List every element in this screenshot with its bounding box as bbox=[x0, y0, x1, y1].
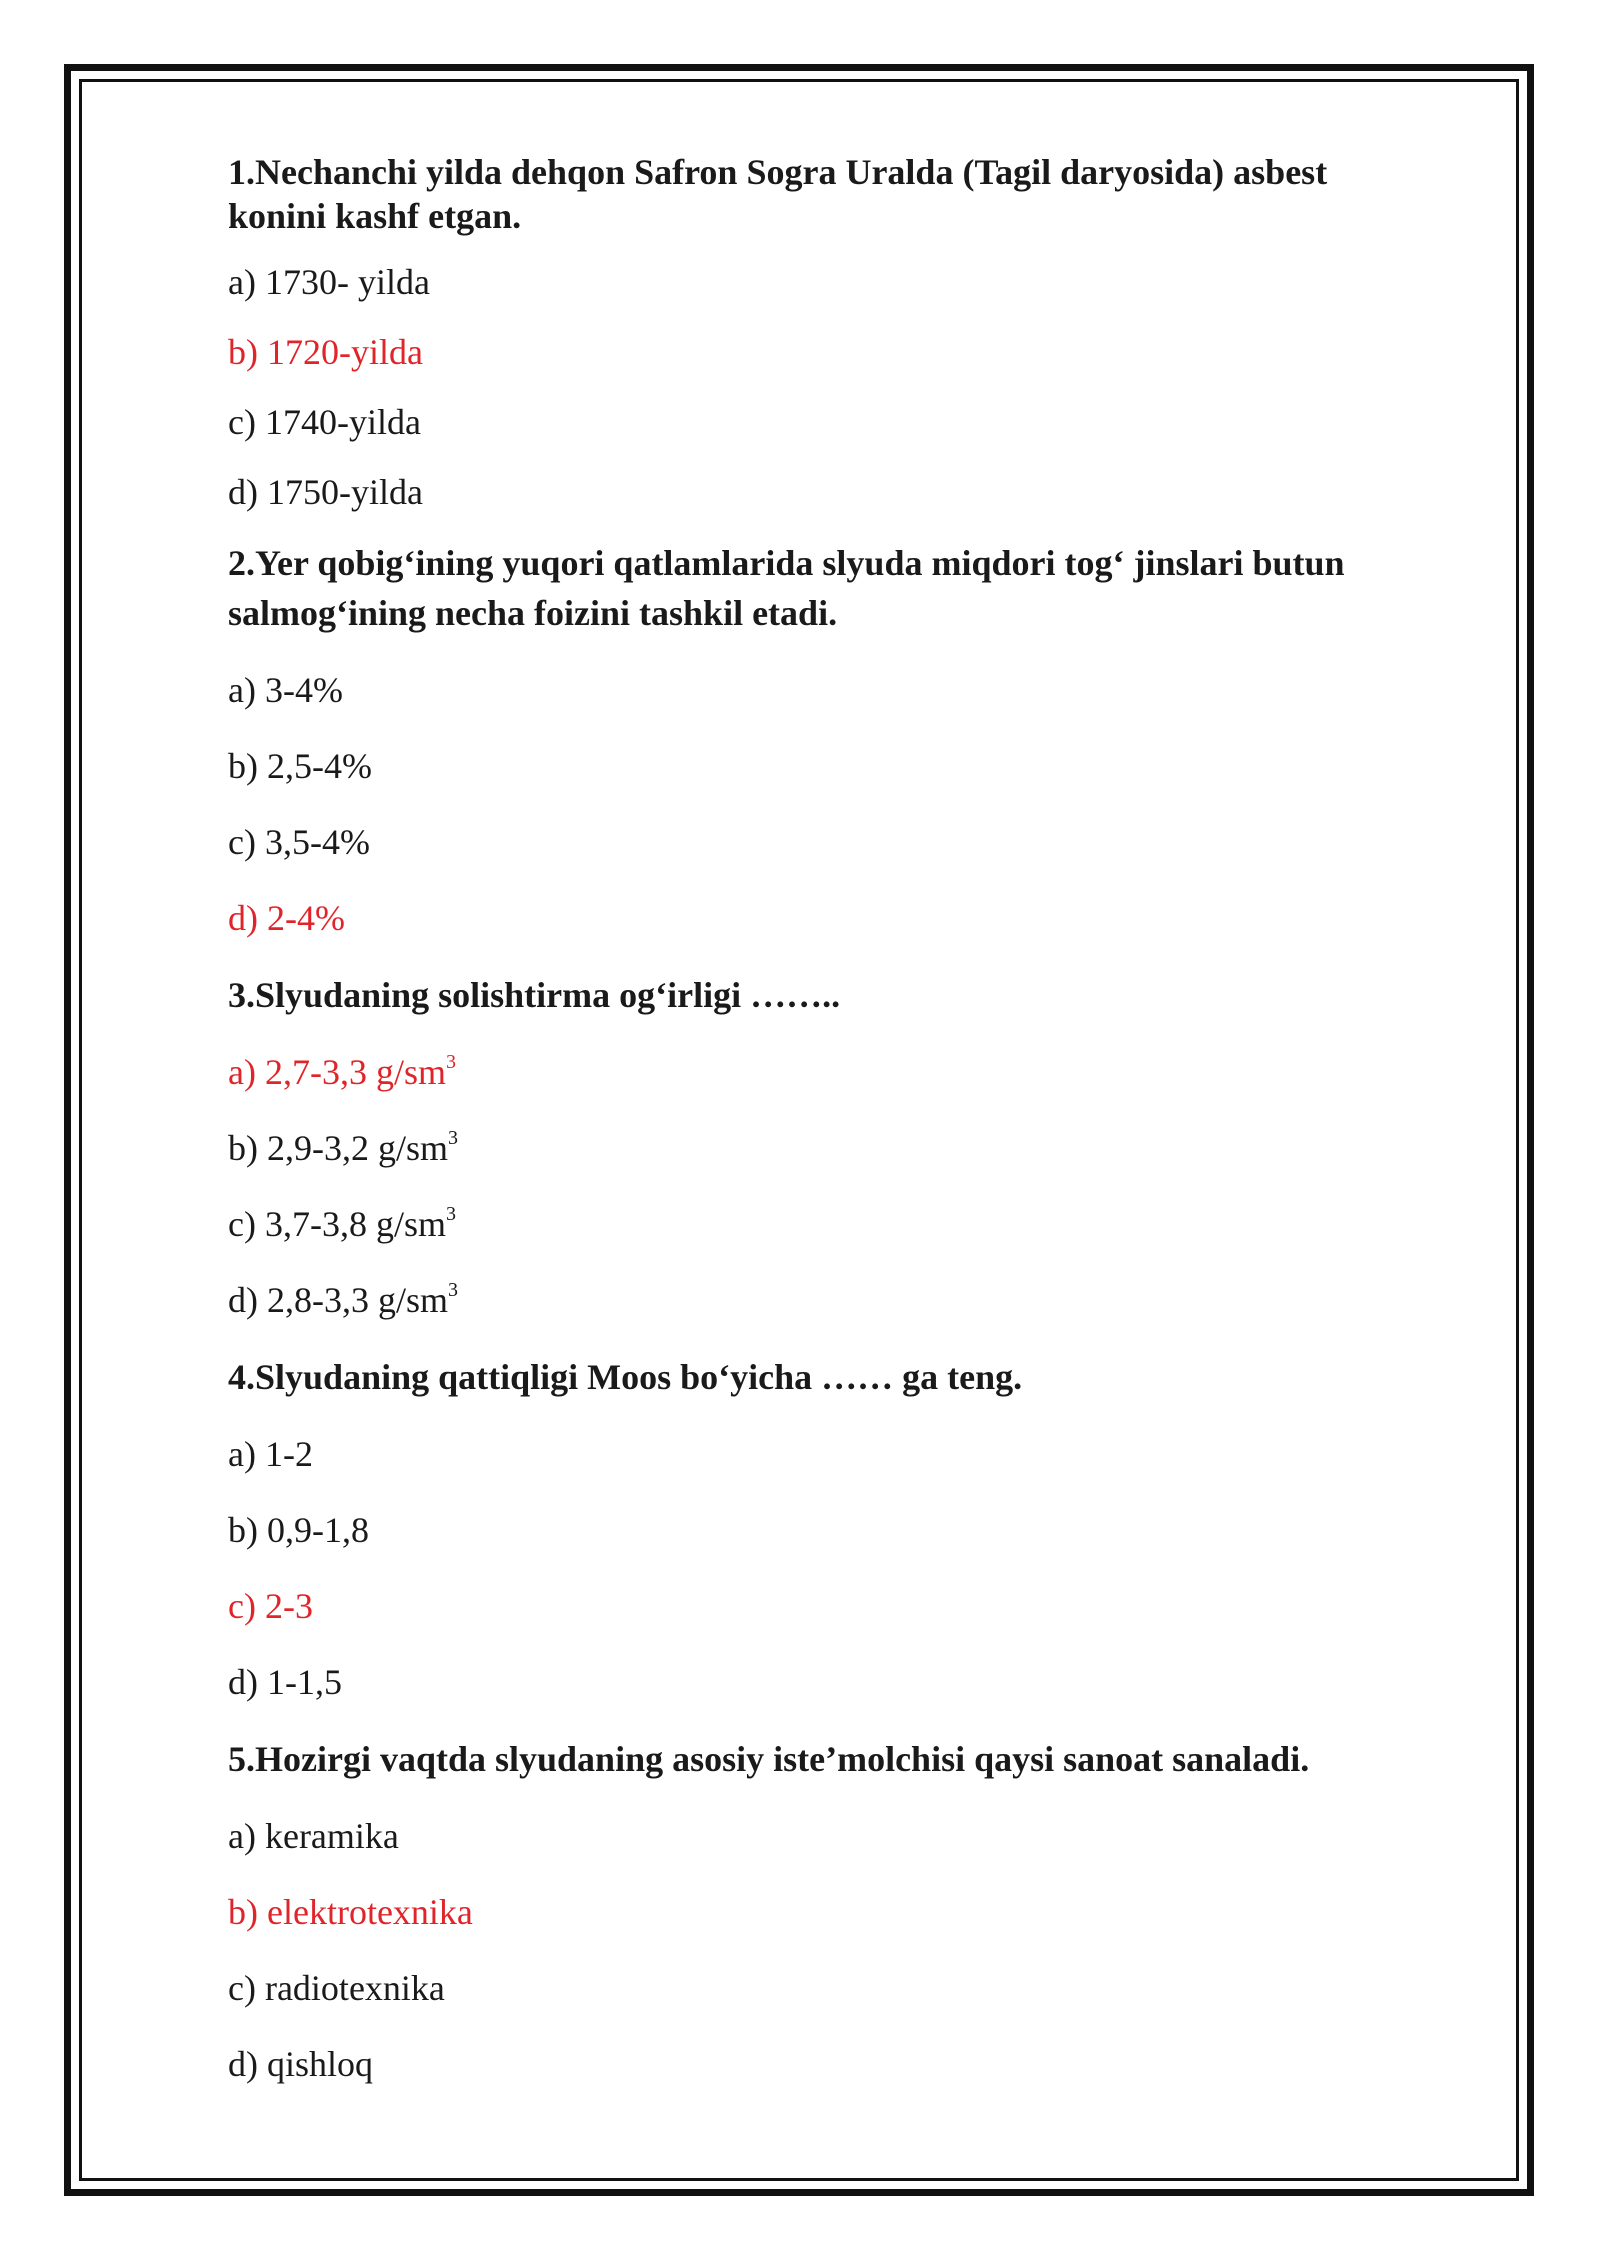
question-4-option-b[interactable]: b) 0,9-1,8 bbox=[228, 1510, 369, 1550]
question-3-option-c-label: c) 3,7-3,8 g/sm bbox=[228, 1204, 446, 1244]
question-3-option-b-label: b) 2,9-3,2 g/sm bbox=[228, 1128, 448, 1168]
question-2-option-d[interactable]: d) 2-4% bbox=[228, 898, 345, 938]
question-3-option-a-sup: 3 bbox=[445, 1051, 456, 1073]
question-1-option-b[interactable]: b) 1720-yilda bbox=[228, 332, 423, 372]
question-5-option-d[interactable]: d) qishloq bbox=[228, 2044, 374, 2084]
quiz-content bbox=[228, 150, 1408, 2086]
question-4-option-a[interactable]: a) 1-2 bbox=[228, 1434, 313, 1474]
question-5-text: 5.Hozirgi vaqtda slyudaning asosiy iste’molchisi qaysi sanoat sanaladi. bbox=[228, 1739, 1310, 1779]
question-1-option-c[interactable]: c) 1740-yilda bbox=[228, 402, 421, 442]
question-2-text: 2.Yer qobig‘ining yuqori qatlamlarida slyuda miqdori tog‘ jinslari butun salmog‘ining necha foizini tashkil etadi. bbox=[228, 543, 1345, 633]
question-1-option-d[interactable]: d) 1750-yilda bbox=[228, 472, 423, 512]
question-5-option-c[interactable]: c) radiotexnika bbox=[228, 1968, 445, 2008]
question-2-option-b[interactable]: b) 2,5-4% bbox=[228, 746, 372, 786]
question-3-option-c[interactable] bbox=[228, 1202, 1408, 1246]
question-3-text: 3.Slyudaning solishtirma og‘irligi …….. bbox=[228, 975, 841, 1015]
question-1-text: 1.Nechanchi yilda dehqon Safron Sogra Uralda (Tagil daryosida) asbest konini kashf etgan. bbox=[228, 152, 1328, 236]
question-2-option-a[interactable]: a) 3-4% bbox=[228, 670, 343, 710]
question-2-option-c[interactable]: c) 3,5-4% bbox=[228, 822, 370, 862]
question-3-option-d-sup: 3 bbox=[448, 1279, 458, 1301]
question-3-option-d[interactable] bbox=[228, 1278, 1408, 1322]
question-3-option-a[interactable] bbox=[228, 1050, 1408, 1094]
question-3-option-b-sup: 3 bbox=[448, 1127, 458, 1149]
question-5-option-b[interactable]: b) elektrotexnika bbox=[228, 1892, 473, 1932]
question-1-option-a[interactable]: a) 1730- yilda bbox=[228, 262, 430, 302]
question-3-option-a-label: a) 2,7-3,3 g/sm bbox=[228, 1052, 446, 1092]
question-4-text: 4.Slyudaning qattiqligi Moos bo‘yicha …… ga teng. bbox=[228, 1357, 1023, 1397]
question-3-option-b[interactable] bbox=[228, 1126, 1408, 1170]
question-3-option-d-label: d) 2,8-3,3 g/sm bbox=[228, 1280, 448, 1320]
question-5-option-a[interactable]: a) keramika bbox=[228, 1816, 399, 1856]
question-4-option-d[interactable]: d) 1-1,5 bbox=[228, 1662, 342, 1702]
question-4-option-c[interactable]: c) 2-3 bbox=[228, 1586, 313, 1626]
question-3-option-c-sup: 3 bbox=[445, 1203, 456, 1225]
